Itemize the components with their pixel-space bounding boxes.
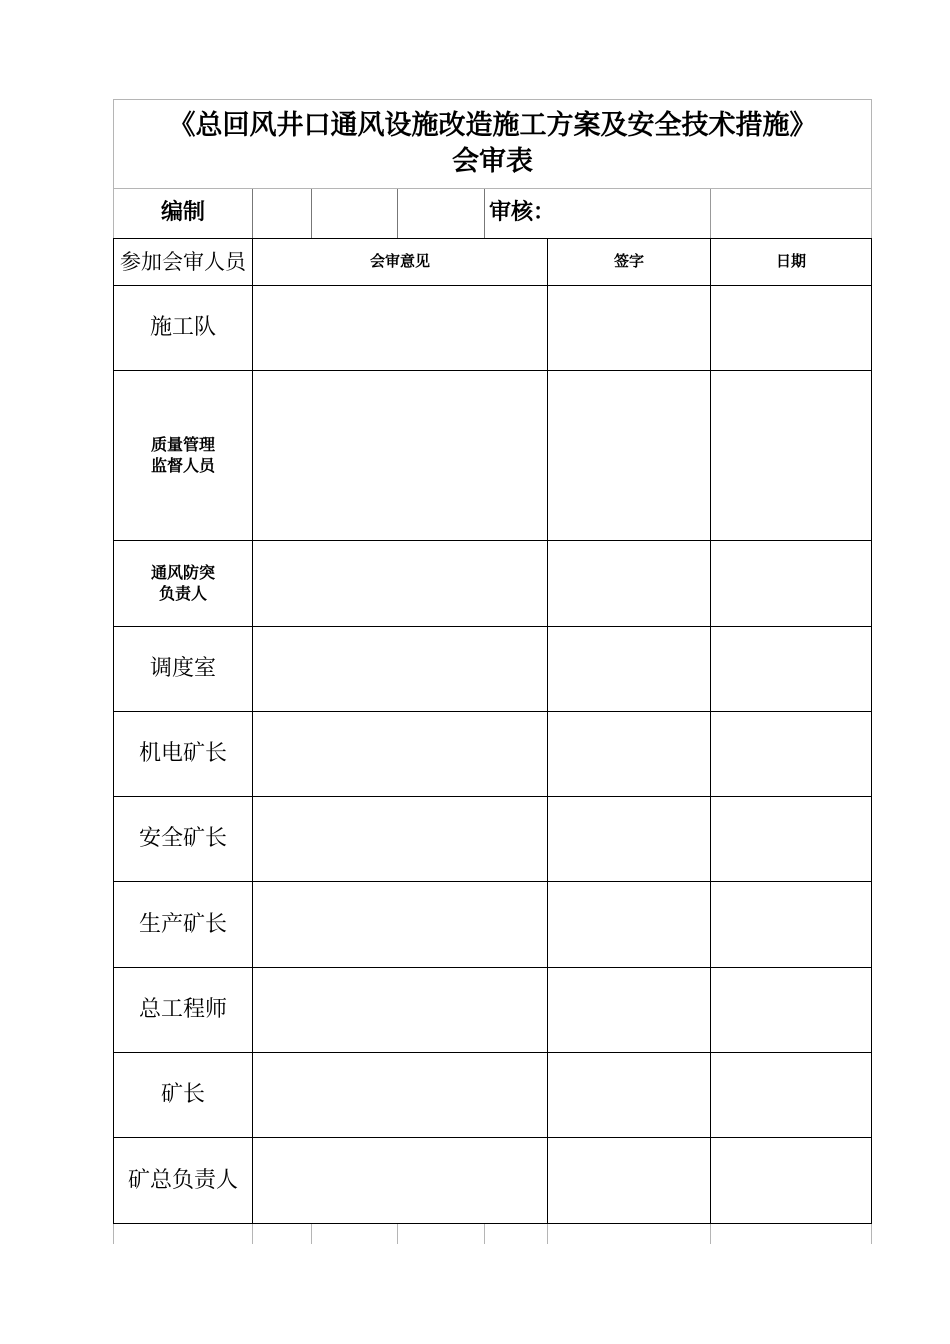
form-title (114, 100, 871, 188)
signature-cell[interactable] (548, 627, 710, 711)
signature-cell[interactable] (548, 541, 710, 626)
opinion-cell[interactable] (253, 286, 547, 370)
date-cell[interactable] (711, 541, 871, 626)
date-cell[interactable] (711, 371, 871, 540)
date-cell[interactable] (711, 1138, 871, 1223)
compile-field-2[interactable] (312, 189, 397, 237)
row-divider (113, 1052, 872, 1053)
role-ventilation-lead-text: 通风防突 负责人 (150, 562, 215, 603)
grid-stub (311, 1224, 312, 1244)
row-divider (113, 967, 872, 968)
row-divider (113, 711, 872, 712)
compile-label: 编制 (160, 200, 205, 226)
date-cell[interactable] (711, 627, 871, 711)
signature-cell[interactable] (548, 882, 710, 967)
row-divider (113, 285, 872, 286)
header-signature: 签字 (613, 252, 644, 271)
compile-divider (397, 189, 398, 238)
grid-stub (484, 1224, 485, 1244)
header-top-border (113, 238, 872, 239)
table-top-border (113, 99, 872, 100)
title-bottom-border (113, 188, 872, 189)
opinion-cell[interactable] (253, 627, 547, 711)
opinion-cell[interactable] (253, 541, 547, 626)
grid-stub (710, 1224, 711, 1244)
role-construction-team: 施工队 (149, 315, 216, 341)
opinion-cell[interactable] (253, 1138, 547, 1223)
grid-stub (113, 1224, 114, 1244)
row-divider (113, 626, 872, 627)
grid-stub (252, 1224, 253, 1244)
date-cell[interactable] (711, 286, 871, 370)
grid-stub (871, 1224, 872, 1244)
opinion-cell[interactable] (253, 882, 547, 967)
row-divider (113, 881, 872, 882)
date-cell[interactable] (711, 797, 871, 881)
form-title-line-1: 《总回风井口通风设施改造施工方案及安全技术措施》 (168, 109, 817, 141)
signature-cell[interactable] (548, 968, 710, 1052)
role-safety-manager: 安全矿长 (138, 826, 227, 852)
role-mine-manager: 矿长 (160, 1082, 205, 1108)
grid-stub (547, 1224, 548, 1244)
header-opinion: 会审意见 (369, 252, 430, 271)
signature-cell[interactable] (548, 797, 710, 881)
table-right-border (871, 238, 872, 1224)
role-quality-supervisor (114, 371, 252, 540)
grid-stub (397, 1224, 398, 1244)
signature-cell[interactable] (548, 371, 710, 540)
signature-cell[interactable] (548, 712, 710, 796)
opinion-cell[interactable] (253, 1053, 547, 1137)
role-ventilation-lead (114, 541, 252, 626)
compile-divider (252, 189, 253, 238)
table-left-border (113, 238, 114, 1224)
title-left-border (113, 99, 114, 239)
header-participants: 参加会审人员 (120, 249, 246, 274)
row-divider (113, 796, 872, 797)
form-title-line-2: 会审表 (452, 146, 533, 177)
role-chief-engineer: 总工程师 (138, 997, 227, 1023)
opinion-cell[interactable] (253, 797, 547, 881)
header-date: 日期 (775, 252, 806, 271)
opinion-column-divider (547, 238, 548, 1224)
signature-column-divider (710, 238, 711, 1224)
opinion-cell[interactable] (253, 968, 547, 1052)
date-cell[interactable] (711, 1053, 871, 1137)
role-quality-supervisor-text: 质量管理 监督人员 (150, 434, 215, 475)
opinion-cell[interactable] (253, 712, 547, 796)
row-divider (113, 1137, 872, 1138)
signature-cell[interactable] (548, 286, 710, 370)
row-divider (113, 540, 872, 541)
role-column-divider (252, 238, 253, 1224)
role-dispatch-room: 调度室 (149, 656, 216, 682)
compile-field-1[interactable] (253, 189, 311, 237)
title-right-border (871, 99, 872, 239)
table-bottom-border (113, 1223, 872, 1224)
compile-divider (484, 189, 485, 238)
date-cell[interactable] (711, 712, 871, 796)
signature-cell[interactable] (548, 1138, 710, 1223)
date-cell[interactable] (711, 882, 871, 967)
role-mine-general-head: 矿总负责人 (127, 1167, 238, 1193)
review-field[interactable] (711, 189, 871, 237)
compile-divider (710, 189, 711, 238)
compile-divider (311, 189, 312, 238)
row-divider (113, 370, 872, 371)
review-label: 审核： (489, 200, 556, 226)
role-electromechanical-manager: 机电矿长 (138, 741, 227, 767)
compile-field-3[interactable] (398, 189, 484, 237)
role-production-manager: 生产矿长 (138, 911, 227, 937)
date-cell[interactable] (711, 968, 871, 1052)
opinion-cell[interactable] (253, 371, 547, 540)
signature-cell[interactable] (548, 1053, 710, 1137)
